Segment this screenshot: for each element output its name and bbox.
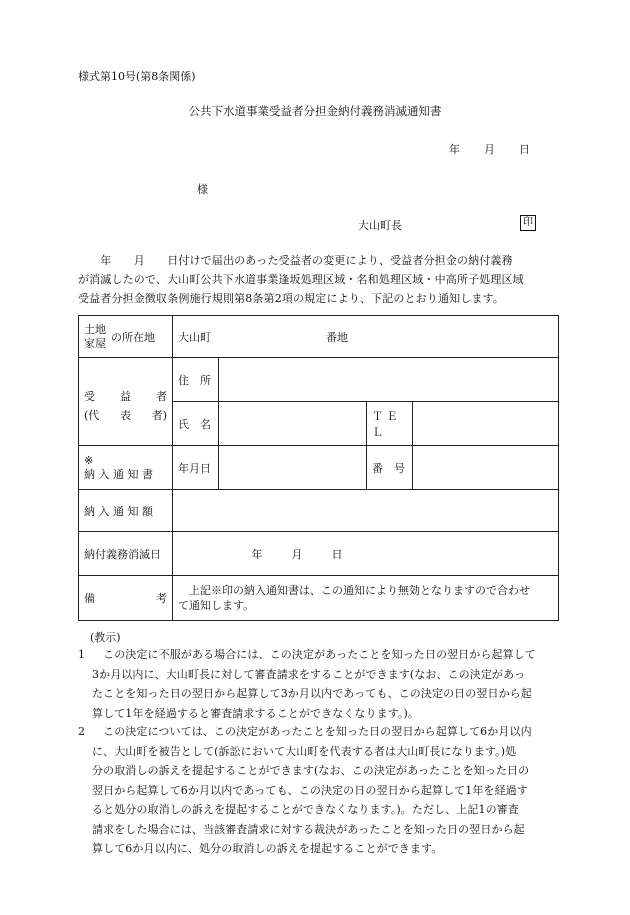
tel-field[interactable] [413, 402, 559, 446]
instruction-item [78, 722, 563, 859]
remarks-label-left: 備 [84, 592, 95, 605]
instruction-line: 分の取消しの訴えを提起することができます(なお、この決定があったことを知った日の [92, 764, 530, 777]
remarks-line: 上記※印の納入通知書は、この通知により無効となりますので合わせ [178, 584, 530, 597]
instruction-line: 3か月以内に、大山町長に対して審査請求をすることができます(なお、この決定があっ [92, 667, 526, 681]
location-row [79, 316, 559, 358]
notice-label [79, 446, 173, 490]
location-suffix: の所在地 [111, 330, 155, 344]
remarks-line: て通知します。 [178, 599, 255, 612]
remarks-label-right: 考 [156, 592, 167, 605]
instruction-line: 算して1年を経過すると審査請求することができなくなります。)。 [92, 706, 420, 720]
instruction-line: 算して6か月以内に、処分の取消しの訴えを提起することができます。 [92, 842, 443, 855]
instruction-heading: (教示) [90, 631, 121, 644]
extinction-date-field[interactable] [173, 532, 559, 576]
land-label: 土地 [84, 322, 106, 336]
date-day: 日 [519, 143, 530, 156]
date-line [449, 141, 530, 157]
amount-label: 納 入 通 知 額 [79, 490, 173, 532]
intro-line: 年 月 日付けで届出のあった受益者の変更により、受益者分担金の納付義務 [78, 254, 513, 267]
instruction-number: 2 [78, 725, 85, 738]
extinction-label: 納付義務消滅日 [79, 532, 173, 576]
remarks-row [79, 576, 559, 621]
instruction-line: 翌日から起算して6か月以内であっても、この決定の日の翌日から起算して1年を経過す [92, 783, 528, 797]
intro-line: 受益者分担金徴収条例施行規則第8条第2項の規定により、下記のとおり通知します。 [78, 292, 504, 305]
location-value [173, 316, 559, 358]
intro-paragraph [78, 251, 562, 308]
location-town: 大山町 [178, 330, 211, 344]
representative-char: (代 [84, 409, 100, 422]
date-month: 月 [484, 143, 495, 156]
notice-label-text: 納 入 通 知 書 [84, 467, 153, 481]
remarks-text [173, 576, 559, 621]
instruction-item [78, 645, 563, 723]
extinction-month: 月 [291, 547, 303, 561]
beneficiary-char: 益 [120, 390, 131, 403]
notice-row [79, 446, 559, 490]
notice-number-label: 番 号 [367, 446, 413, 490]
name-field[interactable] [219, 402, 367, 446]
intro-line: が消滅したので、大山町公共下水道事業逢坂処理区域・名和処理区域・中高所子処理区域 [78, 273, 524, 286]
notice-mark: ※ [84, 453, 94, 467]
document-title: 公共下水道事業受益者分担金納付義務消滅通知書 [188, 104, 442, 118]
notice-number-field[interactable] [413, 446, 559, 490]
tel-label: Ｔ Ｅ Ｌ [367, 402, 413, 446]
instruction-line: 請求をした場合には、当該審査請求に対する裁決があったことを知った日の翌日から起 [92, 822, 525, 836]
instruction-line: この決定については、この決定があったことを知った日の翌日から起算して6か月以内 [92, 725, 532, 738]
beneficiary-char: 受 [84, 390, 95, 403]
instruction-line: たことを知った日の翌日から起算して3か月以内であっても、この決定の日の翌日から起 [92, 687, 532, 700]
address-row [79, 358, 559, 402]
beneficiary-char: 者 [156, 390, 167, 403]
extinction-row [79, 532, 559, 576]
instruction-line: この決定に不服がある場合には、この決定があったことを知った日の翌日から起算して [92, 648, 536, 661]
extinction-day: 日 [331, 547, 343, 561]
notice-table [78, 315, 559, 621]
location-banchi: 番地 [326, 330, 348, 344]
notice-date-field[interactable] [219, 446, 367, 490]
instruction-line: に、大山町を被告として(訴訟において大山町を代表する者は大山町長になります。)処 [92, 744, 517, 758]
location-label [79, 316, 173, 358]
amount-row [79, 490, 559, 532]
instruction-line: ると処分の取消しの訴えを提起することができなくなります。)。ただし、上記1の審査 [92, 803, 519, 816]
representative-char: 者) [151, 409, 167, 422]
remarks-label [79, 576, 173, 621]
address-label: 住 所 [173, 358, 219, 402]
amount-field[interactable] [173, 490, 559, 532]
beneficiary-label [79, 358, 173, 446]
building-label: 家屋 [84, 336, 106, 350]
seal-mark: 印 [520, 215, 536, 231]
notice-date-label: 年月日 [173, 446, 219, 490]
extinction-year: 年 [251, 547, 263, 561]
addressee-suffix: 様 [197, 183, 208, 196]
date-year: 年 [449, 143, 460, 156]
instruction-number: 1 [78, 648, 85, 661]
address-field[interactable] [219, 358, 559, 402]
representative-char: 表 [120, 409, 131, 422]
name-label: 氏 名 [173, 402, 219, 446]
form-number: 様式第10号(第8条関係) [78, 70, 196, 83]
issuer: 大山町長 [358, 219, 402, 232]
